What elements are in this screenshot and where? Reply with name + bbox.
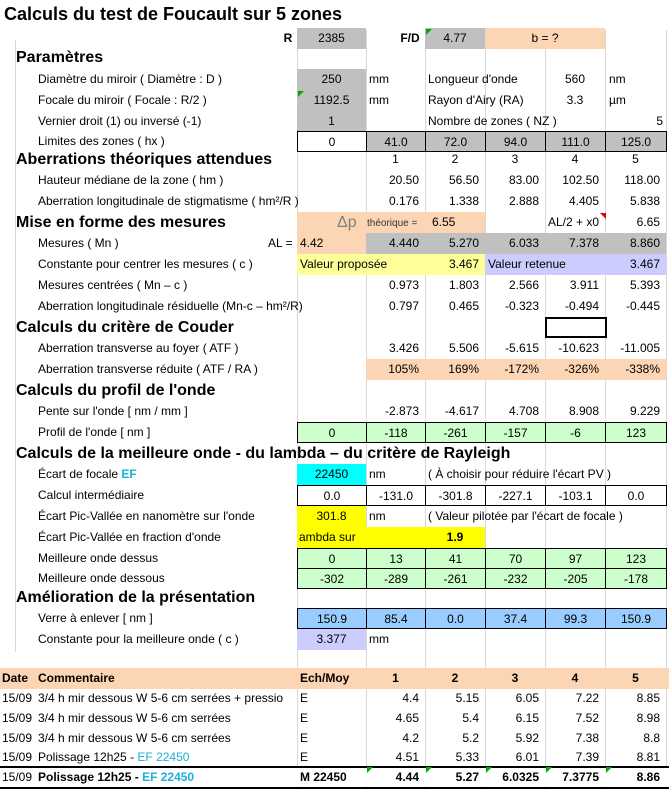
valeur-retenue-label: Valeur retenue <box>485 254 605 275</box>
pv-nm-label: Écart Pic-Vallée en nanomètre sur l'onde <box>38 509 255 523</box>
limite-cell[interactable]: 111.0 <box>545 131 606 152</box>
section-meilleure: Calculs de la meilleure onde - du lambda – du critère de Rayleigh <box>16 445 511 462</box>
vernier-value[interactable]: 1 <box>297 111 366 132</box>
zone-number: 4 <box>571 152 579 166</box>
airy-label: Rayon d'Airy (RA) <box>428 93 524 107</box>
pente-cell: -2.873 <box>384 404 419 418</box>
aberr-long-label: Aberration longitudinale de stigmatisme ( hm²/R ) <box>38 194 299 208</box>
valeur-proposee-label: Valeur proposée <box>297 254 425 275</box>
focale-unit: mm <box>369 93 389 107</box>
log-comment <box>38 747 297 768</box>
valeur-retenue-value[interactable]: 3.467 <box>605 254 666 275</box>
log-value: 6.15 <box>515 711 539 725</box>
zone-number: 3 <box>511 152 519 166</box>
r-label: R <box>283 31 293 45</box>
verre-label: Verre à enlever [ nm ] <box>38 611 153 625</box>
inter-cell: 0.0 <box>605 485 667 506</box>
dessous-cell: -232 <box>485 568 546 589</box>
residuelle-label: Aberration longitudinale résiduelle (Mn-c – hm²/R) <box>38 299 303 313</box>
atf-reduite-cell: 169% <box>425 359 485 380</box>
airy-value: 3.3 <box>566 93 584 107</box>
row-aberr-theo-header <box>0 149 669 170</box>
limite-cell[interactable]: 72.0 <box>425 131 486 152</box>
atf-reduite-label: Aberration transverse réduite ( ATF / RA ) <box>38 362 258 376</box>
theorique-band <box>297 212 485 233</box>
zone-number: 5 <box>632 152 639 166</box>
limite-cell[interactable]: 41.0 <box>366 131 426 152</box>
dessous-cell: -261 <box>425 568 486 589</box>
comment-marker-icon <box>426 767 432 773</box>
atf-cell: -11.005 <box>620 341 660 355</box>
log-comment-ef: EF 22450 <box>142 770 195 784</box>
atf-reduite-cell: -172% <box>485 359 545 380</box>
dessus-cell: 13 <box>366 548 426 569</box>
dessous-cell: -205 <box>545 568 606 589</box>
log-comment <box>38 767 297 788</box>
dessous-label: Meilleure onde dessous <box>38 571 165 585</box>
log-value: 8.8 <box>643 731 660 745</box>
valeur-proposee-value: 3.467 <box>425 254 485 275</box>
log-header-ech: Ech/Moy <box>300 671 350 685</box>
log-header-zone: 3 <box>511 671 519 685</box>
fd-value[interactable]: 4.77 <box>425 28 485 49</box>
log-comment <box>38 708 297 729</box>
comment-marker-icon <box>600 213 606 219</box>
verre-cell: 0.0 <box>425 608 486 629</box>
residuelle-cell: -0.323 <box>504 299 539 313</box>
profil-cell: -118 <box>366 422 426 443</box>
hm-cell: 118.00 <box>624 173 660 187</box>
profil-cell: -157 <box>485 422 546 443</box>
ecart-value[interactable]: 22450 <box>297 464 366 485</box>
pente-cell: 4.708 <box>508 404 539 418</box>
log-value: 8.85 <box>636 691 660 705</box>
nz-value: 5 <box>656 114 663 128</box>
hm-cell: 20.50 <box>388 173 419 187</box>
pv-nm-note: ( Valeur pilotée par l'écart de focale ) <box>428 509 623 523</box>
log-ech: E <box>300 731 309 745</box>
log-value: 6.05 <box>515 691 539 705</box>
mesure-cell: 6.033 <box>485 233 545 254</box>
limite-cell[interactable]: 125.0 <box>605 131 667 152</box>
pv-fr-label: Écart Pic-Vallée en fraction d'onde <box>38 530 221 544</box>
log-header-zone: 4 <box>571 671 579 685</box>
log-value: 8.98 <box>636 711 660 725</box>
row-vernier <box>0 111 669 132</box>
log-comment <box>38 728 297 749</box>
al2-value: 6.65 <box>636 215 660 229</box>
centree-cell: 3.911 <box>569 278 599 292</box>
ecart-label-text: Écart de focale <box>38 467 119 481</box>
log-comment-text: 3/4 h mir dessous W 5-6 cm serrées <box>38 711 231 725</box>
inter-cell: 0.0 <box>297 485 367 506</box>
log-value: 6.0325 <box>502 770 539 784</box>
log-date: 15/09 <box>2 770 33 784</box>
zone-number: 1 <box>392 152 399 166</box>
selected-cell[interactable] <box>545 317 607 338</box>
row-pente <box>0 401 669 422</box>
hm-cell: 56.50 <box>448 173 479 187</box>
row-pv-nm <box>0 506 669 527</box>
ecart-unit: nm <box>369 467 386 481</box>
airy-unit: µm <box>609 93 626 107</box>
log-comment-text: 3/4 h mir dessous W 5-6 cm serrées + pressio <box>38 691 284 705</box>
verre-cell: 150.9 <box>297 608 367 629</box>
constante-onde-unit: mm <box>369 632 389 646</box>
log-row[interactable] <box>0 708 669 729</box>
mesures-label: Mesures ( Mn ) <box>38 236 119 250</box>
atf-reduite-cell: -338% <box>605 359 666 380</box>
log-value: 4.51 <box>395 750 419 764</box>
hm-cell: 83.00 <box>508 173 539 187</box>
log-header-zone: 1 <box>392 671 399 685</box>
hm-label: Hauteur médiane de la zone ( hm ) <box>38 173 224 187</box>
log-header <box>0 668 669 689</box>
log-value: 7.38 <box>575 731 599 745</box>
ecart-label <box>38 464 137 485</box>
dessus-label: Meilleure onde dessus <box>38 551 159 565</box>
pente-cell: 8.908 <box>568 404 599 418</box>
log-value: 5.4 <box>462 711 479 725</box>
log-header-comment: Commentaire <box>38 671 115 685</box>
dessus-cell: 0 <box>297 548 367 569</box>
limites-label: Limites des zones ( hx ) <box>38 134 165 148</box>
log-value: 4.44 <box>395 770 419 784</box>
diametre-value[interactable]: 250 <box>297 69 366 90</box>
comment-marker-icon <box>298 91 304 97</box>
atf-cell: 3.426 <box>388 341 419 355</box>
constante-onde-label: Constante pour la meilleure onde ( c ) <box>38 632 239 646</box>
dessous-cell: -289 <box>366 568 426 589</box>
log-value: 7.22 <box>575 691 599 705</box>
comment-marker-icon <box>426 29 432 35</box>
centrees-label: Mesures centrées ( Mn – c ) <box>38 278 188 292</box>
centree-cell: 2.566 <box>508 278 539 292</box>
mesure-cell: 5.270 <box>425 233 485 254</box>
section-aberr-theo: Aberrations théoriques attendues <box>16 151 273 168</box>
log-value: 5.2 <box>462 731 479 745</box>
log-date: 15/09 <box>2 731 33 745</box>
centree-cell: 5.393 <box>629 278 660 292</box>
log-date: 15/09 <box>2 750 33 764</box>
al-label: AL = <box>268 236 293 250</box>
log-value: 4.2 <box>402 731 419 745</box>
row-pv-fraction <box>0 527 669 548</box>
mesure-cell: 8.860 <box>605 233 666 254</box>
profil-cell: -6 <box>545 422 606 443</box>
section-mise-en-forme: Mise en forme des mesures <box>16 214 226 231</box>
section-couder: Calculs du critère de Couder <box>16 319 234 336</box>
log-row[interactable] <box>0 747 669 768</box>
aberr-long-cell: 4.405 <box>568 194 599 208</box>
pv-fr-text: ambda sur <box>297 527 425 548</box>
atf-cell: -5.615 <box>504 341 539 355</box>
atf-label: Aberration transverse au foyer ( ATF ) <box>38 341 239 355</box>
focale-label: Focale du miroir ( Focale : R/2 ) <box>38 93 207 107</box>
row-dessous <box>0 568 669 589</box>
hm-cell: 102.50 <box>562 173 599 187</box>
pv-nm-value: 301.8 <box>297 506 366 527</box>
log-row[interactable] <box>0 688 669 709</box>
atf-reduite-cell: 105% <box>366 359 425 380</box>
pv-nm-unit: nm <box>369 509 386 523</box>
b-label: b = ? <box>485 28 605 49</box>
inter-cell: -103.1 <box>545 485 606 506</box>
dessus-cell: 123 <box>605 548 667 569</box>
log-value: 7.3775 <box>562 770 599 784</box>
log-ech: E <box>300 691 309 705</box>
row-diametre <box>0 69 669 90</box>
log-value: 4.4 <box>402 691 419 705</box>
pente-cell: 9.229 <box>629 404 660 418</box>
dessous-cell: -302 <box>297 568 367 589</box>
comment-marker-icon <box>546 767 552 773</box>
row-atf <box>0 338 669 359</box>
log-comment-text: Polissage 12h25 - <box>38 770 143 784</box>
log-header-zone: 5 <box>632 671 639 685</box>
row-mise-header <box>0 212 669 233</box>
aberr-long-cell: 2.888 <box>508 194 539 208</box>
theorique-value: 6.55 <box>432 215 456 229</box>
theorique-label: théorique = <box>367 218 418 229</box>
inter-label: Calcul intermédiaire <box>38 488 145 502</box>
fd-label: F/D <box>400 31 420 45</box>
log-comment-text: Polissage 12h25 - <box>38 750 138 764</box>
mesure-cell: 4.440 <box>366 233 425 254</box>
row-verre <box>0 608 669 629</box>
aberr-long-cell: 5.838 <box>629 194 660 208</box>
dessus-cell: 70 <box>485 548 546 569</box>
log-value: 7.39 <box>575 750 599 764</box>
log-row-average[interactable] <box>0 766 669 789</box>
log-ech: E <box>300 750 309 764</box>
comment-marker-icon <box>367 767 373 773</box>
residuelle-cell: 0.797 <box>388 299 419 313</box>
log-comment-ef: EF 22450 <box>137 750 190 764</box>
log-comment-text: 3/4 h mir dessous W 5-6 cm serrées <box>38 731 231 745</box>
inter-cell: -131.0 <box>366 485 426 506</box>
comment-marker-icon <box>486 767 492 773</box>
section-parametres: Paramètres <box>16 49 104 66</box>
ecart-note: ( À choisir pour réduire l'écart PV ) <box>428 467 612 481</box>
row-couder-header <box>0 317 669 338</box>
log-value: 5.15 <box>455 691 479 705</box>
row-constante-onde <box>0 629 669 650</box>
pente-cell: -4.617 <box>444 404 479 418</box>
verre-cell: 37.4 <box>485 608 546 629</box>
section-profil: Calculs du profil de l'onde <box>16 382 216 399</box>
log-header-zone: 2 <box>451 671 459 685</box>
aberr-long-cell: 0.176 <box>388 194 419 208</box>
log-row[interactable] <box>0 728 669 749</box>
row-residuelle <box>0 296 669 317</box>
residuelle-cell: 0.465 <box>448 299 479 313</box>
log-value: 6.01 <box>515 750 539 764</box>
dessus-cell: 41 <box>425 548 486 569</box>
profil-cell: 0 <box>297 422 367 443</box>
onde-value: 560 <box>564 72 586 86</box>
limite-cell[interactable]: 0 <box>297 131 367 152</box>
limite-cell[interactable]: 94.0 <box>485 131 546 152</box>
log-date: 15/09 <box>2 711 33 725</box>
log-header-date: Date <box>2 671 29 685</box>
comment-marker-icon <box>606 767 612 773</box>
row-atf-reduite <box>0 359 669 380</box>
log-ech: E <box>300 711 309 725</box>
verre-cell: 99.3 <box>545 608 606 629</box>
row-ecart <box>0 464 669 485</box>
row-mesures <box>0 233 669 254</box>
inter-cell: -227.1 <box>485 485 546 506</box>
log-value: 8.86 <box>636 770 660 784</box>
verre-cell: 150.9 <box>605 608 667 629</box>
centree-cell: 1.803 <box>448 278 479 292</box>
nz-label: Nombre de zones ( NZ ) <box>428 114 557 128</box>
pv-fr-value: 1.9 <box>425 527 485 548</box>
residuelle-cell: -0.445 <box>625 299 660 313</box>
dessus-cell: 97 <box>545 548 606 569</box>
log-ech: M 22450 <box>300 770 347 784</box>
page-title: Calculs du test de Foucault sur 5 zones <box>4 4 343 24</box>
row-r-fd <box>0 28 669 49</box>
atf-cell: 5.506 <box>448 341 479 355</box>
aberr-long-cell: 1.338 <box>448 194 479 208</box>
delta-p-symbol: Δp <box>337 214 357 231</box>
verre-cell: 85.4 <box>366 608 426 629</box>
row-aberr-long <box>0 191 669 212</box>
ecart-ef: EF <box>121 467 137 481</box>
log-comment <box>38 688 297 709</box>
mesure-cell: 7.378 <box>545 233 605 254</box>
row-intermediaire <box>0 485 669 506</box>
constante-label: Constante pour centrer les mesures ( c ) <box>38 257 253 271</box>
log-date: 15/09 <box>2 691 33 705</box>
atf-reduite-cell: -326% <box>545 359 605 380</box>
row-centrees <box>0 275 669 296</box>
centree-cell: 0.973 <box>388 278 419 292</box>
onde-label: Longueur d'onde <box>428 72 518 86</box>
onde-unit: nm <box>609 72 626 86</box>
row-hm <box>0 170 669 191</box>
al-value: 4.42 <box>297 233 366 254</box>
al2-label: AL/2 + x0 <box>548 215 600 229</box>
log-value: 7.52 <box>575 711 599 725</box>
profil-cell: -261 <box>425 422 486 443</box>
focale-value[interactable]: 1192.5 <box>297 90 366 111</box>
constante-onde-value: 3.377 <box>297 629 366 650</box>
log-value: 8.81 <box>636 750 660 764</box>
log-value: 5.27 <box>455 770 479 784</box>
row-constante <box>0 254 669 275</box>
vernier-label: Vernier droit (1) ou inversé (-1) <box>38 114 202 128</box>
section-amelioration: Amélioration de la présentation <box>16 589 256 606</box>
log-value: 5.33 <box>455 750 479 764</box>
r-value[interactable]: 2385 <box>297 28 366 49</box>
diametre-unit: mm <box>369 72 389 86</box>
diametre-label: Diamètre du miroir ( Diamètre : D ) <box>38 72 223 86</box>
log-value: 5.92 <box>515 731 539 745</box>
pente-label: Pente sur l'onde [ nm / mm ] <box>38 404 188 418</box>
row-dessus <box>0 548 669 569</box>
inter-cell: -301.8 <box>425 485 486 506</box>
residuelle-cell: -0.494 <box>564 299 599 313</box>
atf-cell: -10.623 <box>558 341 599 355</box>
zone-number: 2 <box>451 152 459 166</box>
dessous-cell: -178 <box>605 568 667 589</box>
profil-cell: 123 <box>605 422 667 443</box>
log-value: 4.65 <box>395 711 419 725</box>
profil-label: Profil de l'onde [ nm ] <box>38 425 151 439</box>
row-profil <box>0 422 669 443</box>
row-focale <box>0 90 669 111</box>
